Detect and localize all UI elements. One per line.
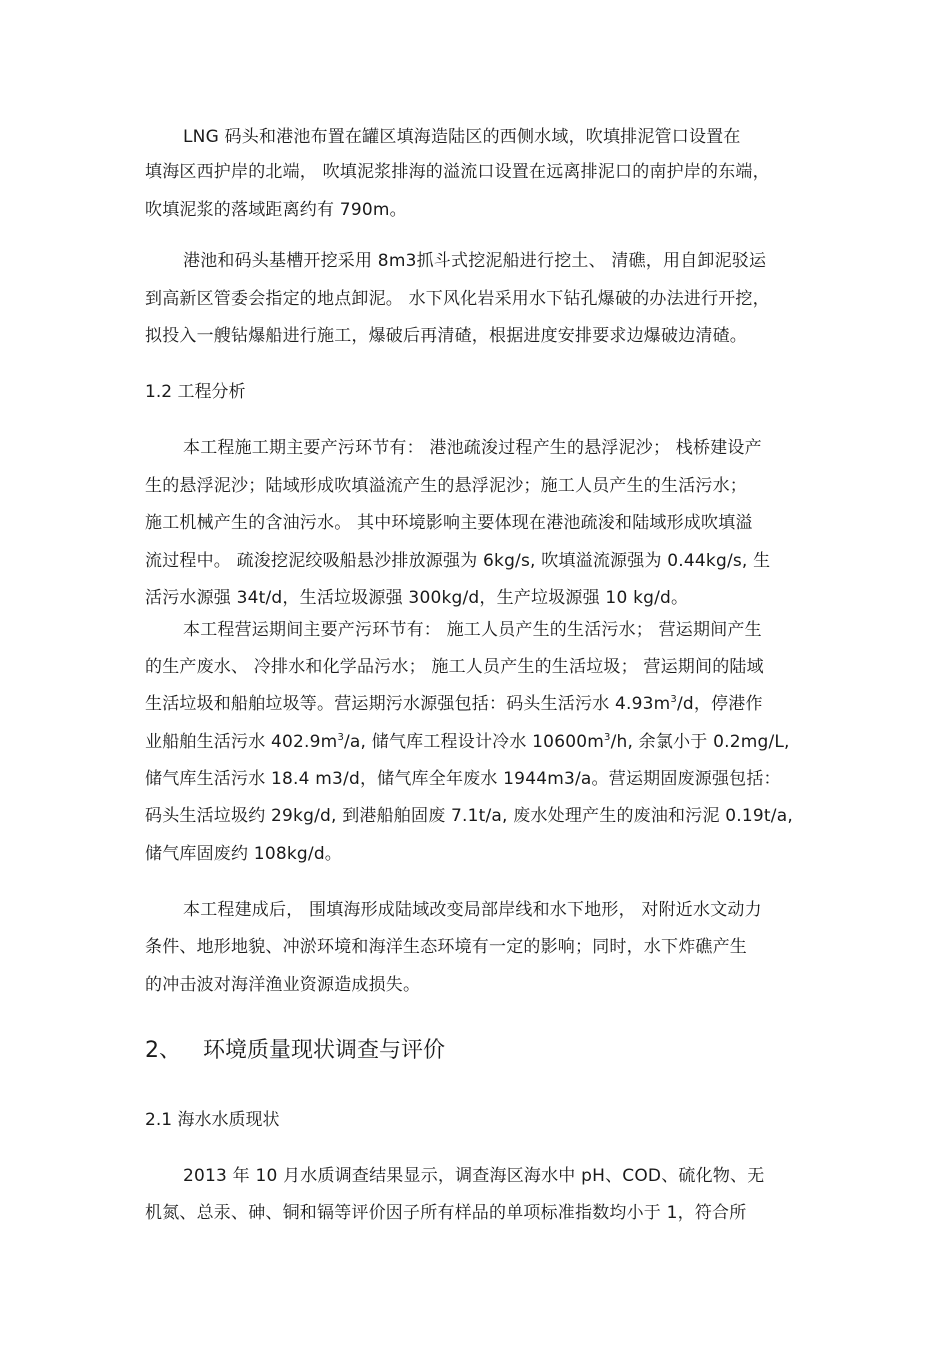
paragraph-line: 港池和码头基槽开挖采用 8m3抓斗式挖泥船进行挖土、 清礁，用自卸泥驳运 (183, 251, 767, 271)
paragraph-line (145, 692, 763, 716)
text-segment: 生活垃圾和船舶垃圾等。营运期污水源强包括：码头生活污水 4.93m (145, 694, 671, 714)
superscript: 3 (604, 732, 611, 743)
paragraph-line: 本工程施工期主要产污环节有： 港池疏浚过程产生的悬浮泥沙； 栈桥建设产 (183, 438, 762, 458)
paragraph-line: 本工程建成后， 围填海形成陆域改变局部岸线和水下地形， 对附近水文动力 (183, 900, 762, 920)
paragraph-line: 的生产废水、 冷排水和化学品污水； 施工人员产生的生活垃圾； 营运期间的陆域 (145, 657, 764, 677)
superscript: 3 (670, 694, 677, 705)
section-heading-2-1: 2.1 海水水质现状 (145, 1110, 280, 1130)
paragraph-line: 吹填泥浆的落域距离约有 790m。 (145, 200, 407, 220)
paragraph-line: 到高新区管委会指定的地点卸泥。 水下风化岩采用水下钻孔爆破的办法进行开挖， (145, 289, 770, 309)
text-segment: /d，停港作 (676, 694, 763, 714)
paragraph-line: LNG 码头和港池布置在罐区填海造陆区的西侧水域，吹填排泥管口设置在 (183, 127, 741, 147)
paragraph-line: 2013 年 10 月水质调查结果显示，调查海区海水中 pH、COD、硫化物、无 (183, 1166, 765, 1186)
section-title: 环境质量现状调查与评价 (203, 1038, 446, 1063)
section-heading-2 (145, 1036, 445, 1066)
paragraph-line: 流过程中。 疏浚挖泥绞吸船悬沙排放源强为 6kg/s, 吹填溢流源强为 0.44kg/s, 生 (145, 551, 771, 571)
paragraph-line: 码头生活垃圾约 29kg/d, 到港船舶固废 7.1t/a, 废水处理产生的废油和污泥 0.19t/a, (145, 806, 793, 826)
paragraph-line: 机氮、总汞、砷、铜和镉等评价因子所有样品的单项标准指数均小于 1，符合所 (145, 1203, 747, 1223)
text-segment: 业船舶生活污水 402.9m (145, 732, 338, 752)
paragraph-line: 储气库固废约 108kg/d。 (145, 844, 343, 864)
paragraph-line: 填海区西护岸的北端， 吹填泥浆排海的溢流口设置在远离排泥口的南护岸的东端， (145, 162, 770, 182)
text-segment: /a, 储气库工程设计冷水 10600m (344, 732, 604, 752)
text-segment: /h, 余氯小于 0.2mg/L, (610, 732, 790, 752)
paragraph-line: 拟投入一艘钻爆船进行施工，爆破后再清碴，根据进度安排要求边爆破边清碴。 (145, 326, 747, 346)
paragraph-line: 活污水源强 34t/d，生活垃圾源强 300kg/d，生产垃圾源强 10 kg/d。 (145, 588, 689, 608)
superscript: 3 (337, 732, 344, 743)
paragraph-line: 的冲击波对海洋渔业资源造成损失。 (145, 975, 421, 995)
paragraph-line (145, 730, 790, 754)
paragraph-line: 本工程营运期间主要产污环节有： 施工人员产生的生活污水； 营运期间产生 (183, 620, 762, 640)
section-number: 2、 (145, 1038, 181, 1063)
paragraph-line: 施工机械产生的含油污水。 其中环境影响主要体现在港池疏浚和陆域形成吹填溢 (145, 513, 753, 533)
paragraph-line: 条件、地形地貌、冲淤环境和海洋生态环境有一定的影响；同时，水下炸礁产生 (145, 937, 747, 957)
paragraph-line: 生的悬浮泥沙；陆域形成吹填溢流产生的悬浮泥沙；施工人员产生的生活污水； (145, 476, 747, 496)
paragraph-line: 储气库生活污水 18.4 m3/d，储气库全年废水 1944m3/a。营运期固废源强包括： (145, 769, 781, 789)
section-heading-1-2: 1.2 工程分析 (145, 382, 246, 402)
